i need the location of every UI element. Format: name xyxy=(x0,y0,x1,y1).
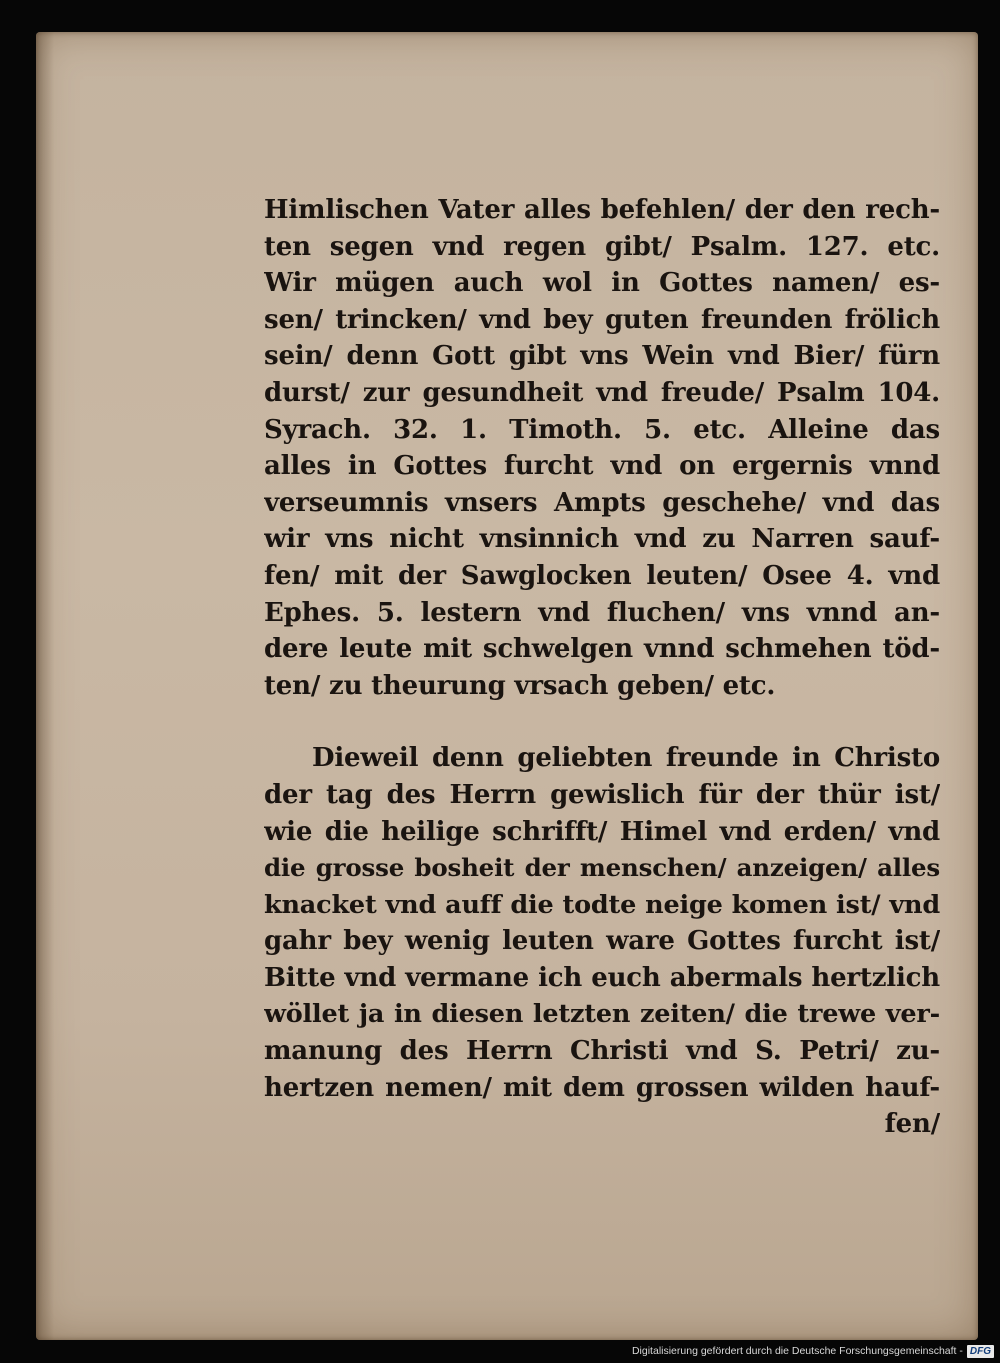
text-line: fen/ mit der Sawglocken leuten/ Osee 4. vnd xyxy=(264,560,940,591)
text-line: durst/ zur gesundheit vnd freude/ Psalm 104. xyxy=(264,377,940,408)
text-line: wie die heilige schrifft/ Himel vnd erden/ vnd xyxy=(264,816,940,847)
text-line: sen/ trincken/ vnd bey guten freunden frölich xyxy=(264,304,940,335)
text-line: manung des Herrn Christi vnd S. Petri/ zu- xyxy=(264,1036,940,1067)
text-line: Dieweil denn geliebten freunde in Christo xyxy=(312,743,940,774)
dfg-logo: DFG xyxy=(967,1345,994,1358)
text-line: gahr bey wenig leuten ware Gottes furcht ist/ xyxy=(264,926,940,957)
text-line: dere leute mit schwelgen vnnd schmehen töd- xyxy=(264,634,940,665)
text-line: sein/ denn Gott gibt vns Wein vnd Bier/ fürn xyxy=(264,341,940,372)
paragraph-2 xyxy=(264,740,940,1143)
text-line: ten segen vnd regen gibt/ Psalm. 127. etc. xyxy=(264,231,940,262)
text-line: knacket vnd auff die todte neige komen ist/ vnd xyxy=(264,889,940,920)
text-line: wir vns nicht vnsinnich vnd zu Narren sauf- xyxy=(264,524,940,555)
paragraph-1 xyxy=(264,192,940,704)
text-line: Bitte vnd vermane ich euch abermals hertzlich xyxy=(264,962,940,993)
text-line: Wir mügen auch wol in Gottes namen/ es- xyxy=(264,268,940,299)
body-text xyxy=(264,192,940,1143)
text-line: hertzen nemen/ mit dem grossen wilden hauf- xyxy=(264,1072,940,1103)
text-line: Himlischen Vater alles befehlen/ der den rech- xyxy=(264,195,940,225)
scanned-page xyxy=(36,32,978,1340)
catchword: fen/ xyxy=(884,1109,940,1140)
text-line: wöllet ja in diesen letzten zeiten/ die trewe ver- xyxy=(264,999,940,1030)
text-line: ten/ zu theurung vrsach geben/ etc. xyxy=(264,670,776,701)
text-line: alles in Gottes furcht vnd on ergernis vnnd xyxy=(264,451,940,482)
text-line: Ephes. 5. lestern vnd fluchen/ vns vnnd an- xyxy=(264,597,940,628)
text-line: der tag des Herrn gewislich für der thür ist/ xyxy=(264,779,940,810)
text-line: Syrach. 32. 1. Timoth. 5. etc. Alleine das xyxy=(264,414,940,445)
text-line: verseumnis vnsers Ampts geschehe/ vnd das xyxy=(264,487,940,518)
text-line: die grosse bosheit der menschen/ anzeigen/ alles xyxy=(264,853,940,883)
funding-notice: Digitalisierung gefördert durch die Deutsche Forschungsgemeinschaft - xyxy=(631,1345,963,1357)
footer-credit xyxy=(632,1343,994,1359)
